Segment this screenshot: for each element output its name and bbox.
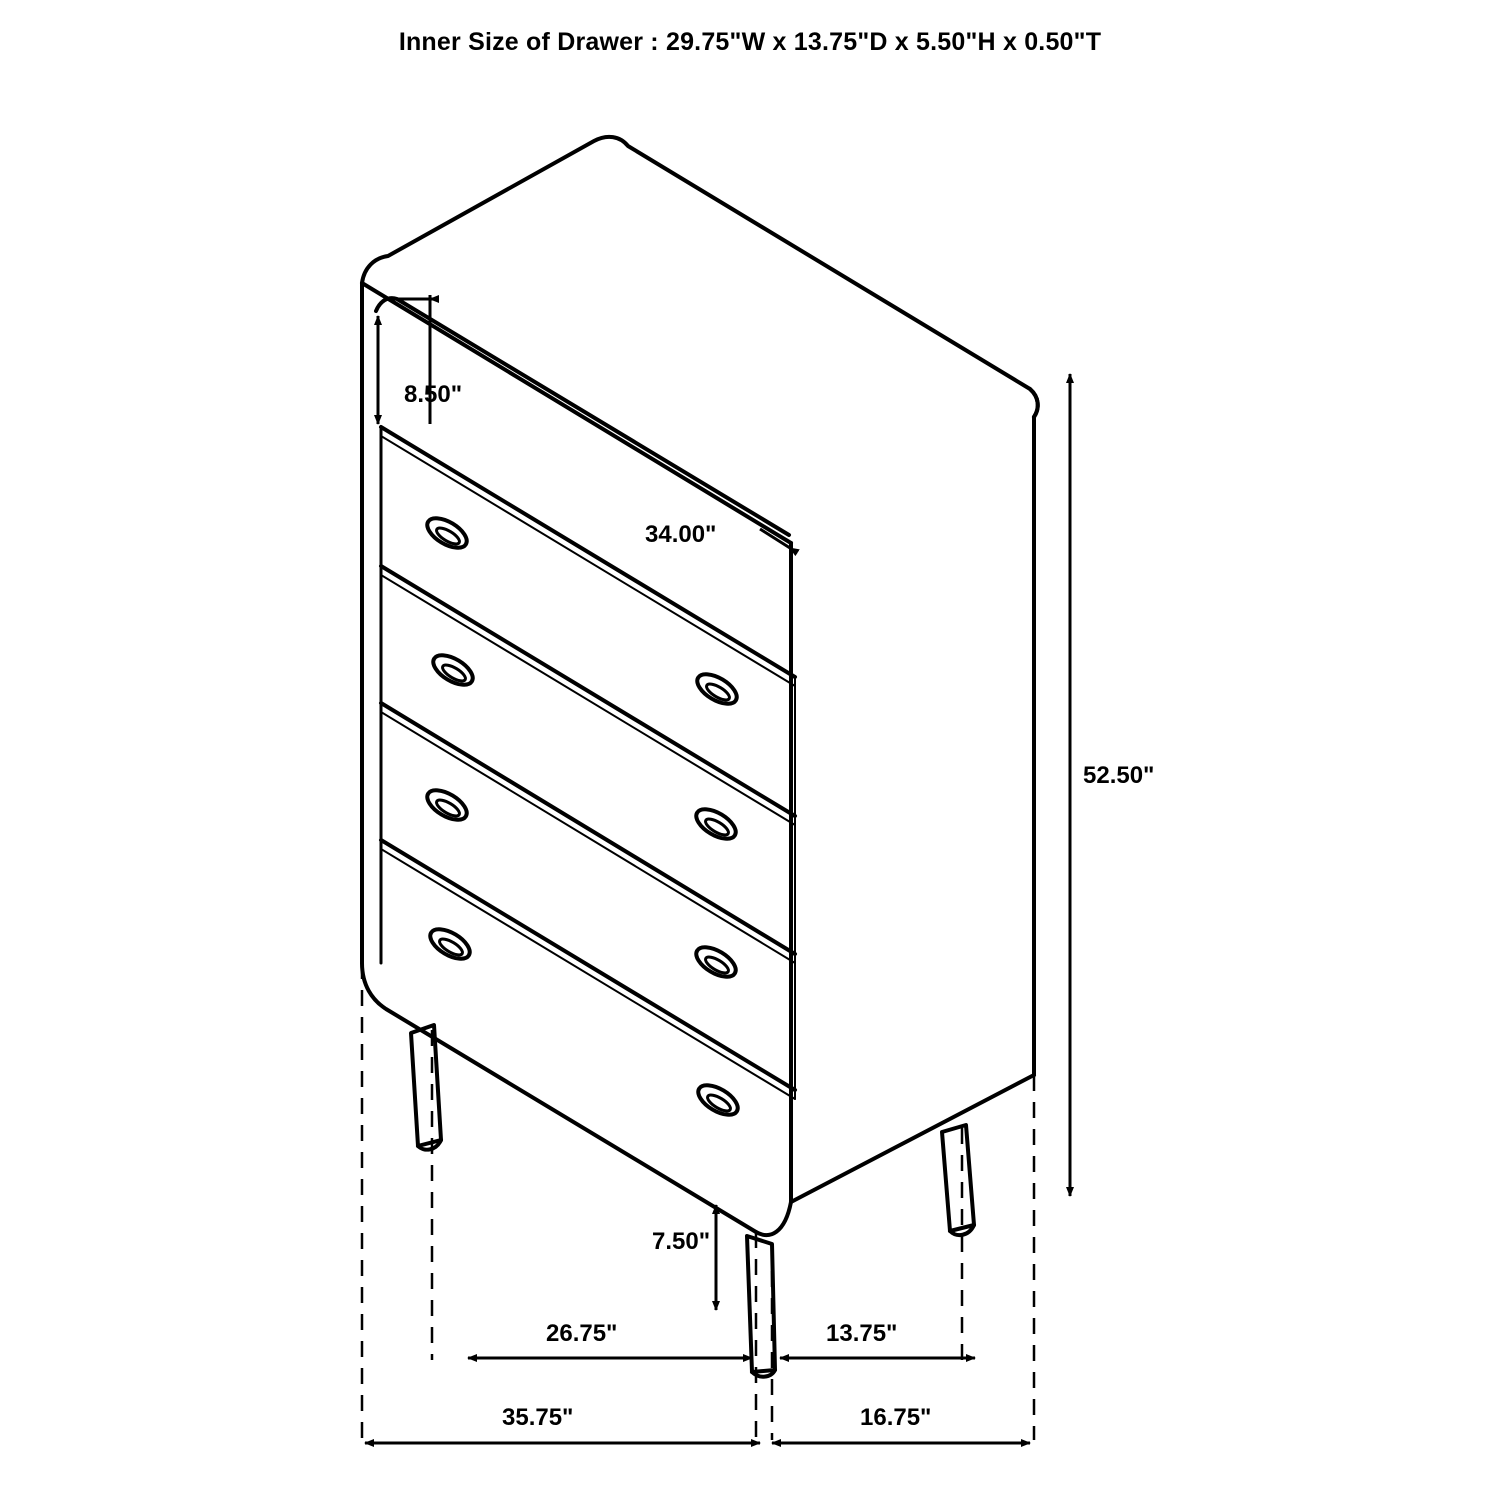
dimension-label-front-span: 26.75" [546, 1320, 618, 1347]
dimension-label-top-panel-depth: 8.50" [404, 381, 463, 408]
dimension-label-leg-height: 7.50" [652, 1228, 711, 1255]
dimension-label-width-front: 34.00" [645, 521, 717, 548]
chest-body-outline [362, 137, 1038, 1377]
dimension-label-total-height: 52.50" [1083, 762, 1155, 789]
dimension-label-overall-width: 35.75" [502, 1404, 574, 1431]
extension-lines [362, 963, 1034, 1440]
dimension-label-side-span: 13.75" [826, 1320, 898, 1347]
page-title: Inner Size of Drawer : 29.75"W x 13.75"D x 5.50"H x 0.50"T [398, 28, 1102, 56]
dimension-label-overall-depth: 16.75" [860, 1404, 932, 1431]
